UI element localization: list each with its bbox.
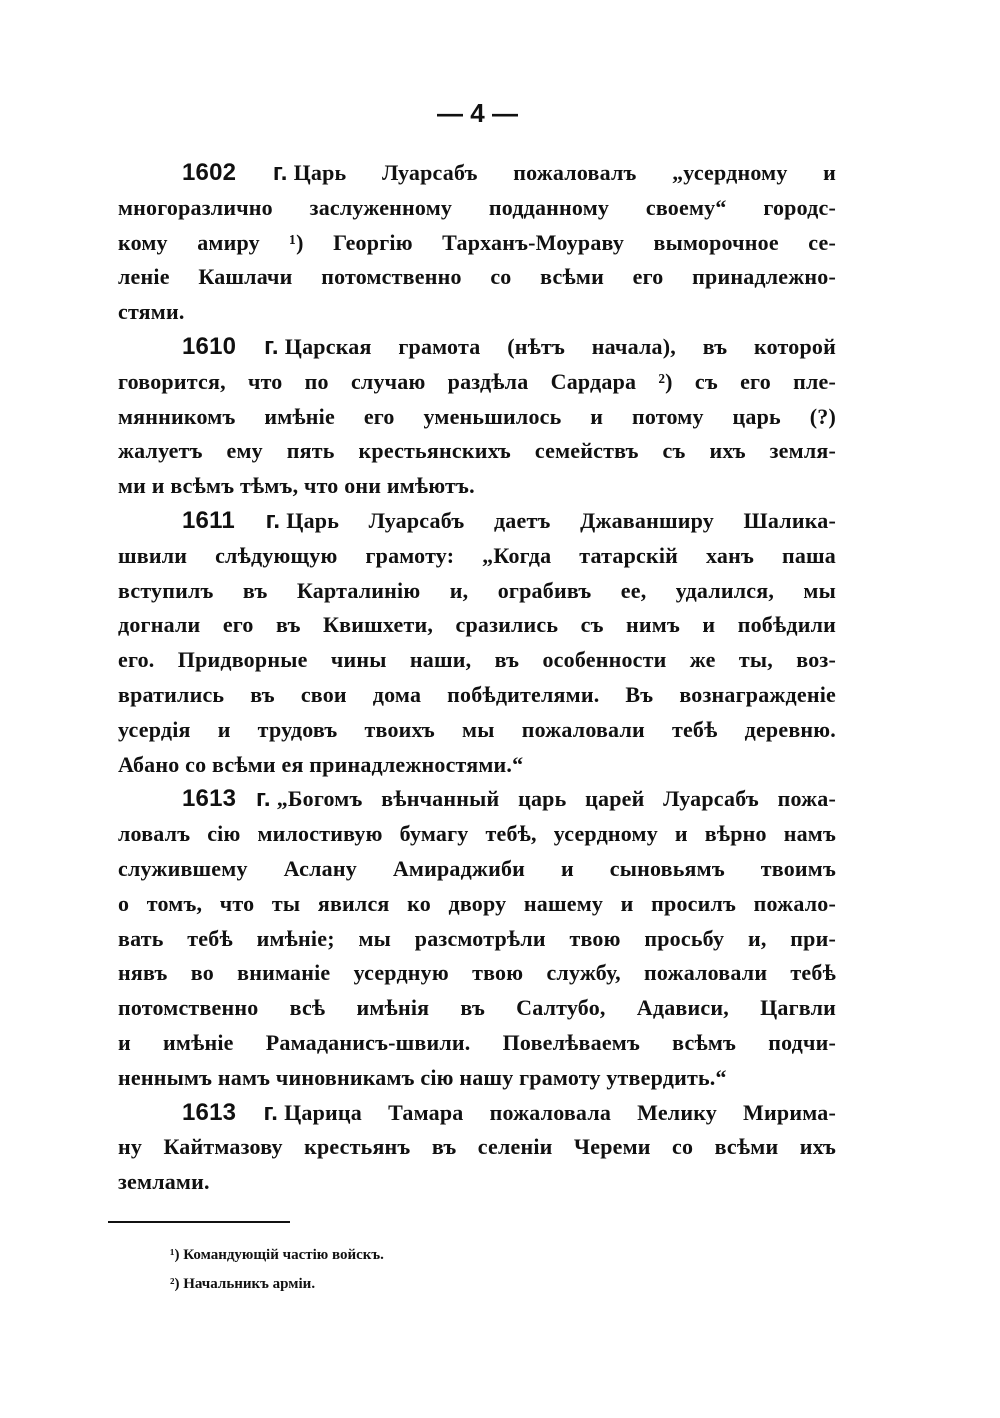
text-line [118,539,836,574]
page-number: — 4 — [437,98,518,128]
line-text: „Богомъ вѣнчанный царь царей Луарсабъ пожа- [276,786,836,812]
paragraph [118,330,836,504]
line-text: вать тебѣ имѣніе; мы разсмотрѣли твою просьбу и, при- [118,925,836,951]
line-text: стями. [118,299,185,325]
entry-year: 1610 г. [182,332,279,360]
line-text: Царица Тамара пожаловала Мелику Мирима- [284,1099,836,1125]
line-text: догнали его въ Квишхети, сразились съ нимъ и побѣдили [118,612,836,638]
line-text: говорится, что по случаю раздѣла Сардара ²) съ его пле- [118,368,836,394]
line-text: и имѣніе Рамаданисъ-швили. Повелѣваемъ всѣмъ подчи- [118,1029,836,1055]
text-line [118,817,836,852]
line-text: ми и всѣмъ тѣмъ, что они имѣютъ. [118,473,475,499]
text-line [118,434,836,469]
line-text: ну Кайтмазову крестьянъ въ селеніи Череми со всѣми ихъ [118,1134,836,1160]
text-line [118,330,836,365]
text-line [118,504,836,539]
text-line [118,608,836,643]
line-text: леніе Кашлачи потомственно со всѣми его принадлежно- [118,264,836,290]
text-line [118,1165,836,1200]
footnote-divider [108,1221,290,1223]
line-text: Абано со всѣми ея принадлежностями.“ [118,751,524,777]
text-line [118,1061,836,1096]
line-text: потомственно всѣ имѣнія въ Салтубо, Адависи, Цагвли [118,995,836,1021]
text-line [118,295,836,330]
line-text: о томъ, что ты явился ко двору нашему и просилъ пожало- [118,890,836,916]
entry-year: 1613 г. [182,1098,279,1126]
text-line [118,365,836,400]
text-line [118,956,836,991]
text-line [118,678,836,713]
line-text: Царская грамота (нѣтъ начала), въ которой [284,333,836,359]
line-text: усердія и трудовъ твоихъ мы пожаловали тебѣ деревню. [118,716,836,742]
line-text: кому амиру ¹) Георгію Тарханъ-Моураву выморочное се- [118,229,836,255]
line-text: его. Придворные чины наши, въ особенности же ты, воз- [118,647,836,673]
line-text: вступилъ въ Карталинію и, ограбивъ ее, удалился, мы [118,577,836,603]
line-text: неннымъ намъ чиновникамъ сію нашу грамоту утвердить.“ [118,1064,727,1090]
text-line [118,713,836,748]
line-text: служившему Аслану Амираджиби и сыновьямъ твоимъ [118,855,836,881]
entry-year: 1602 г. [182,159,288,186]
text-line [118,991,836,1026]
text-line [118,1096,836,1131]
body-text [118,156,836,1200]
line-text: землами. [118,1169,210,1195]
paragraph [118,156,836,330]
text-line [118,156,836,191]
paragraph [118,504,836,782]
line-text: многоразлично заслуженному подданному своему“ городс- [118,194,836,220]
footnote-2: ²) Начальникъ арміи. [170,1276,316,1292]
text-line [118,260,836,295]
line-text: вратились въ свои дома побѣдителями. Въ вознагражденіе [118,681,836,707]
footnote-1: ¹) Командующій частію войскъ. [170,1247,384,1263]
line-text: ловалъ сію милостивую бумагу тебѣ, усердному и вѣрно намъ [118,821,836,847]
line-text: мянникомъ имѣніе его уменьшилось и потому царь (?) [118,403,836,429]
text-line [118,643,836,678]
line-text: Царь Луарсабъ даетъ Джаванширу Шалика- [286,507,836,533]
paragraph [118,1096,836,1200]
text-line [118,748,836,783]
text-line [118,226,836,261]
text-line [118,400,836,435]
text-line [118,1130,836,1165]
text-line [118,887,836,922]
entry-year: 1613 г. [182,785,271,813]
text-line [118,574,836,609]
entry-year: 1611 г. [182,506,281,534]
text-line [118,191,836,226]
paragraph [118,782,836,1095]
line-text: Царь Луарсабъ пожаловалъ „усердному и [293,160,836,185]
line-text: нявъ во вниманіе усердную твою службу, пожаловали тебѣ [118,960,836,986]
line-text: швили слѣдующую грамоту: „Когда татарскій ханъ паша [118,542,836,568]
text-line [118,922,836,957]
line-text: жалуетъ ему пять крестьянскихъ семействъ съ ихъ земля- [118,438,836,464]
text-line [118,469,836,504]
text-line [118,1026,836,1061]
text-line [118,852,836,887]
text-line [118,782,836,817]
